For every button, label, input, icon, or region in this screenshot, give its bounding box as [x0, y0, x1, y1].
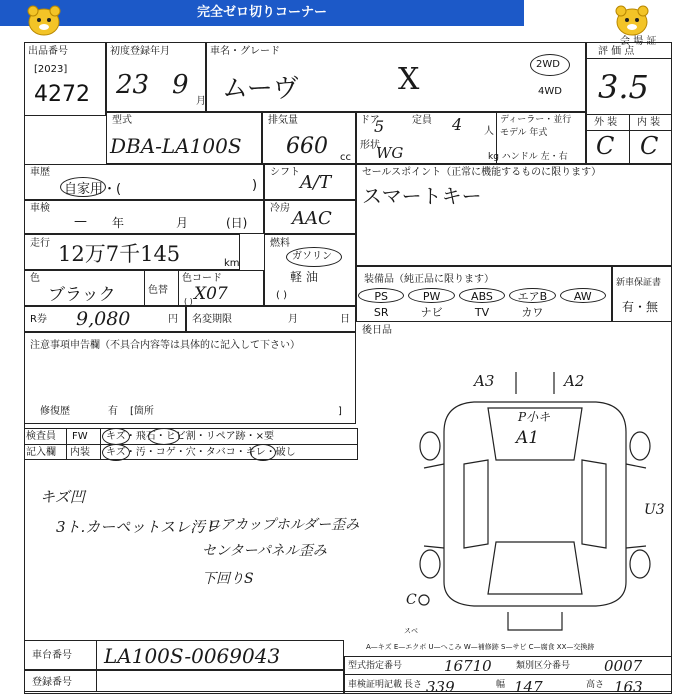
inspector-note-5: 下回りS — [202, 571, 254, 587]
width-value: 147 — [514, 678, 543, 696]
equipment-item-bottom-4 — [560, 305, 606, 320]
inspector-note-3: ロアカップホルダー歪み — [206, 517, 360, 533]
sales-point-value: スマートキー — [362, 184, 482, 208]
chassis-label: 車台番号 — [32, 650, 72, 661]
doors-label: ドア — [360, 115, 380, 126]
mileage-unit: km — [224, 258, 240, 269]
shape-value: WG — [376, 144, 404, 162]
rating-value: 3.5 — [598, 68, 649, 106]
inspection-dash: — — [74, 214, 87, 229]
equipment-item-bottom-3: カワ — [521, 306, 544, 319]
fuel-gasoline: ガソリン — [292, 251, 332, 262]
capacity-value: 4 — [452, 115, 463, 134]
equipment-row-top — [358, 288, 610, 304]
width-label: 幅 — [496, 680, 506, 690]
lot-number: 4272 — [34, 82, 90, 107]
equipment-label: 装備品（純正品に限ります） — [364, 274, 494, 285]
color-paren: ( ) — [184, 297, 193, 306]
mascot-left-icon — [24, 4, 64, 38]
equipment-item-top-1: PW — [408, 288, 454, 303]
category-number-value: 0007 — [604, 657, 643, 675]
color-value: ブラック — [48, 285, 116, 305]
car-diagram — [404, 368, 666, 638]
repair-close: ] — [338, 406, 342, 417]
aircon-value: AAC — [292, 208, 332, 229]
inspection-year: 年 — [112, 216, 125, 230]
rating-label: 評 価 点 — [598, 46, 635, 57]
dims-label: 車検証明記載 — [348, 680, 403, 690]
deadline-day: 日 — [340, 314, 350, 325]
inspection-label: 車検 — [30, 203, 50, 214]
height-value: 163 — [614, 678, 643, 696]
repair-value: 有 — [108, 406, 118, 417]
mark-a1: A1 — [516, 428, 540, 448]
history-box — [24, 164, 264, 200]
equipment-item-bottom-2: TV — [474, 306, 490, 319]
dealer-handle-label: kg ハンドル 左・右 — [488, 152, 568, 162]
mark-patch: P小キ — [518, 410, 551, 424]
deadline-month: 月 — [288, 314, 298, 325]
length-label: 長さ — [404, 680, 423, 690]
mark-u3: U3 — [644, 502, 665, 518]
displacement-label: 排気量 — [268, 115, 298, 126]
dealer-model-label: モデル 年式 — [500, 128, 548, 138]
drive-4wd: 4WD — [538, 86, 562, 97]
aircon-label: 冷房 — [270, 203, 290, 214]
inspector-note-2: 3ト.カーペットスレ汚レ — [56, 518, 221, 536]
checker-label-1: 検査員 — [26, 431, 56, 442]
equipment-item-bottom-0: SR — [373, 306, 389, 319]
history-circle — [60, 177, 106, 197]
equipment-row-bottom — [358, 305, 610, 321]
header-right-text: 会 場 証 — [620, 36, 657, 47]
category-number-label: 類別区分番号 — [516, 661, 571, 671]
checker-tobi-circle — [148, 428, 180, 445]
model-label: 型式 — [112, 115, 132, 126]
equipment-item-top-0: PS — [358, 288, 404, 303]
rating-int-label: 内 装 — [637, 117, 661, 128]
sales-point-label: セールスポイント（正常に機能するものに限ります） — [362, 167, 602, 178]
chassis-value: LA100S-0069043 — [104, 644, 281, 668]
plate-box — [24, 670, 344, 694]
color-code-label: 色コード — [182, 273, 222, 284]
color-label: 色 — [30, 273, 40, 284]
fuel-paren: ( ) — [276, 290, 287, 301]
equipment-item-top-2: ABS — [459, 288, 505, 303]
checker-tabako-circle — [250, 444, 276, 461]
capacity-unit: 人 — [484, 126, 494, 137]
fuel-label: 燃料 — [270, 238, 290, 249]
color-change-label: 色替 — [148, 285, 168, 296]
rating-ext-label: 外 装 — [594, 117, 618, 128]
car-name: ムーヴ — [222, 74, 299, 104]
equipment-item-bottom-1: ナビ — [420, 306, 443, 319]
equipment-item-top-3: エアB — [509, 288, 555, 303]
deadline-label: 名変期限 — [192, 314, 232, 325]
page-title: 完全ゼロ切りコーナー — [0, 0, 524, 26]
fuel-diesel: 軽 油 — [290, 270, 318, 284]
warranty-value: 有・無 — [622, 300, 659, 314]
mark-a2: A2 — [564, 372, 585, 390]
length-value: 339 — [426, 678, 455, 696]
mark-c: C — [406, 592, 417, 608]
recycle-label: R券 — [30, 314, 47, 325]
dealer-label: ディーラー・並行 — [500, 115, 572, 125]
type-number-label: 型式指定番号 — [348, 661, 403, 671]
repair-spot: [箇所 — [130, 406, 154, 417]
displacement-unit: cc — [340, 152, 351, 163]
recycle-unit: 円 — [168, 314, 178, 325]
warranty-label: 新車保証書 — [616, 278, 662, 288]
car-grade: X — [398, 62, 420, 97]
lot-year: [2023] — [34, 64, 68, 75]
inspection-day: (日) — [226, 216, 248, 230]
mark-a3: A3 — [474, 372, 495, 390]
checker-row1-cat: FW — [72, 431, 88, 442]
registration-label: 初度登録年月 — [110, 46, 170, 57]
registration-month-unit: 月 — [196, 96, 206, 107]
plate-label: 登録番号 — [32, 677, 72, 688]
recycle-value: 9,080 — [76, 308, 131, 330]
history-value: 自家用・( — [64, 182, 122, 197]
history-close: ) — [252, 178, 258, 193]
color-code-value: X07 — [194, 284, 228, 304]
mascot-right-icon — [612, 4, 652, 38]
model-value: DBA-LA100S — [110, 134, 242, 158]
capacity-label: 定員 — [412, 115, 432, 126]
drive-2wd: 2WD — [536, 59, 560, 70]
car-label: 車名・グレード — [210, 46, 280, 57]
rating-ext-value: C — [596, 132, 615, 160]
registration-month: 9 — [172, 70, 189, 100]
displacement-value: 660 — [286, 134, 328, 159]
shape-label: 形状 — [360, 140, 380, 151]
checker-row2: キズ・汚・コゲ・穴・タバコ・キレ・破し — [106, 447, 296, 458]
rear-seat-label: 後日品 — [362, 325, 392, 336]
notes-label: 注意事項申告欄（不具合内容等は具体的に記入して下さい） — [30, 340, 300, 351]
repair-label: 修復歴 — [40, 406, 70, 417]
inspector-note-1: キズ凹 — [40, 488, 85, 506]
checker-row1: キズ・飛石・ヒビ割・リペア跡・×要 — [106, 431, 274, 442]
mark-sube: スベ — [404, 627, 418, 635]
shift-label: シフト — [270, 167, 300, 178]
checker-kizu-circle-2 — [102, 444, 130, 461]
checker-row2-cat: 内装 — [70, 447, 90, 458]
inspector-note-4: センターパネル歪み — [202, 543, 327, 559]
shift-value: A/T — [300, 172, 332, 193]
mileage-value: 12万7千145 — [58, 242, 181, 266]
doors-value: 5 — [374, 117, 385, 136]
checker-label-2: 記入欄 — [26, 447, 56, 458]
history-label: 車歴 — [30, 167, 50, 178]
inspection-month: 月 — [176, 216, 189, 230]
registration-year: 23 — [116, 70, 150, 100]
checker-kizu-circle-1 — [102, 428, 130, 445]
equipment-item-top-4: AW — [560, 288, 606, 303]
mileage-label: 走行 — [30, 238, 50, 249]
height-label: 高さ — [586, 680, 605, 690]
rating-int-value: C — [640, 132, 659, 160]
legend: A—キズ E—エクボ U—へこみ W—補修跡 S—サビ C—腐食 XX—交換跡 — [366, 643, 595, 651]
type-number-value: 16710 — [444, 657, 492, 675]
lot-label: 出品番号 — [28, 46, 68, 57]
